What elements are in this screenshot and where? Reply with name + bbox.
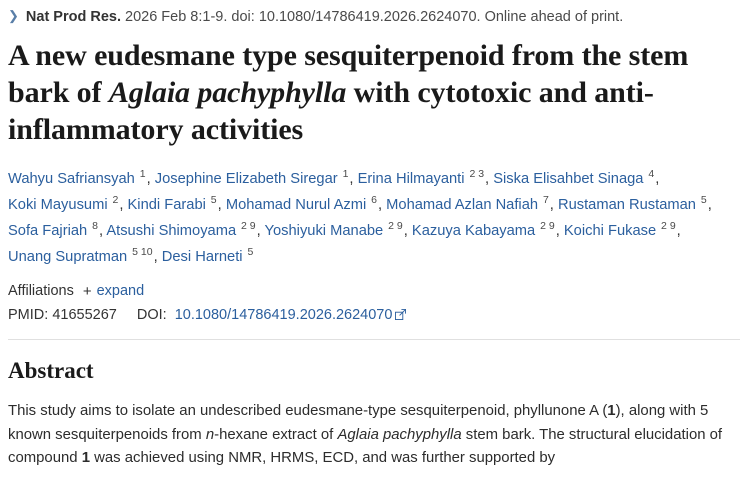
author-affiliation-marker[interactable]: 2 9	[658, 219, 676, 232]
author-affiliation-marker[interactable]: 5	[697, 194, 707, 207]
author-affiliation-marker[interactable]: 2 9	[385, 219, 403, 232]
external-link-icon	[395, 309, 406, 320]
affiliations-label: Affiliations	[8, 283, 74, 300]
author-link[interactable]: Wahyu Safriansyah	[8, 171, 135, 188]
compound-number-1: 1	[607, 403, 616, 420]
author-link[interactable]: Koichi Fukase	[563, 222, 657, 239]
abstract-seg-5: was achieved using NMR, HRMS, ECD, and was further supported by	[89, 450, 556, 467]
citation-details: 2026 Feb 8:1-9. doi: 10.1080/14786419.2026.2624070. Online ahead of print.	[125, 9, 624, 25]
abstract-seg-4: stem bark. The structural elucidation of compound	[8, 426, 723, 467]
author-link[interactable]: Atsushi Shimoyama	[106, 222, 237, 239]
compound-number-2: 1	[81, 450, 90, 467]
abstract-seg-3: -hexane extract of	[214, 426, 338, 443]
author-separator: ,	[549, 197, 558, 213]
author-link[interactable]: Josephine Elizabeth Siregar	[154, 171, 338, 188]
author-separator: ,	[555, 222, 564, 239]
author-affiliation-marker[interactable]: 4	[645, 168, 655, 181]
doi-label: DOI:	[136, 307, 167, 324]
author-affiliation-marker[interactable]: 7	[540, 194, 549, 207]
author-separator: ,	[655, 171, 660, 188]
title-part-1: A new eudesmane type sesquiterpenoid from the stem bark of	[8, 38, 689, 110]
author-separator: ,	[153, 248, 162, 265]
author-separator: ,	[676, 222, 681, 239]
author-affiliation-marker[interactable]: 5	[207, 194, 217, 207]
chevron-right-icon[interactable]: ❯	[8, 8, 19, 23]
author-link[interactable]: Siska Elisahbet Sinaga	[493, 171, 644, 188]
abstract-species: Aglaia pachyphylla	[337, 426, 462, 443]
section-divider	[8, 339, 740, 340]
author-separator: ,	[485, 171, 494, 188]
author-separator: ,	[349, 171, 358, 188]
affiliations-row	[8, 283, 740, 299]
author-affiliation-marker[interactable]: 2 9	[238, 219, 256, 232]
author-separator: ,	[256, 222, 265, 239]
author-separator: ,	[707, 197, 712, 213]
abstract-italic-n: n	[205, 426, 215, 443]
author-affiliation-marker[interactable]: 2 9	[537, 219, 555, 232]
abstract-text	[8, 400, 740, 471]
identifiers-row	[8, 307, 740, 323]
title-species: Aglaia pachyphylla	[108, 76, 347, 110]
author-link[interactable]: Mohamad Nurul Azmi	[225, 197, 367, 213]
author-affiliation-marker[interactable]: 2 3	[466, 168, 485, 181]
author-separator: ,	[217, 197, 226, 213]
author-link[interactable]: Desi Harneti	[161, 248, 243, 265]
plus-icon: +	[82, 282, 92, 300]
author-link[interactable]: Koki Mayusumi	[8, 197, 108, 213]
abstract-seg-1: This study aims to isolate an undescribed eudesmane-type sesquiterpenoid, phyllunone A (	[8, 403, 608, 420]
pmid-group	[8, 307, 121, 323]
author-affiliation-marker[interactable]: 1	[136, 168, 146, 181]
doi-value: 10.1080/14786419.2026.2624070	[174, 307, 393, 324]
title-part-2: with cytotoxic and anti-inflammatory activities	[8, 76, 654, 147]
author-list	[8, 166, 738, 269]
author-affiliation-marker[interactable]: 5 10	[129, 245, 153, 258]
author-affiliation-marker[interactable]: 5	[244, 245, 254, 258]
author-link[interactable]: Sofa Fajriah	[8, 222, 88, 239]
abstract-seg-2: ), along with 5 known sesquiterpenoids from	[8, 403, 709, 443]
author-link[interactable]: Kindi Farabi	[127, 197, 206, 213]
citation-line	[8, 8, 740, 27]
page-title	[8, 37, 740, 149]
expand-affiliations-button[interactable]	[83, 283, 144, 299]
pmid-value: 41655267	[52, 307, 117, 324]
author-separator: ,	[146, 171, 155, 188]
author-separator: ,	[98, 222, 107, 239]
author-link[interactable]: Erina Hilmayanti	[357, 171, 465, 188]
author-separator: ,	[403, 222, 412, 239]
author-link[interactable]: Kazuya Kabayama	[411, 222, 536, 239]
doi-link[interactable]	[175, 307, 407, 323]
author-affiliation-marker[interactable]: 2	[109, 194, 119, 207]
abstract-heading: Abstract	[8, 358, 94, 384]
pmid-label: PMID:	[8, 307, 49, 324]
author-link[interactable]: Rustaman Rustaman	[557, 197, 696, 213]
author-separator: ,	[119, 197, 128, 213]
journal-name: Nat Prod Res.	[25, 9, 121, 25]
author-link[interactable]: Unang Supratman	[8, 248, 128, 265]
author-separator: ,	[378, 197, 387, 213]
author-affiliation-marker[interactable]: 1	[339, 168, 349, 181]
author-affiliation-marker[interactable]: 6	[368, 194, 377, 207]
author-affiliation-marker[interactable]: 8	[89, 219, 98, 232]
expand-label: expand	[96, 283, 145, 300]
author-link[interactable]: Mohamad Azlan Nafiah	[386, 197, 539, 213]
author-link[interactable]: Yoshiyuki Manabe	[264, 222, 384, 239]
